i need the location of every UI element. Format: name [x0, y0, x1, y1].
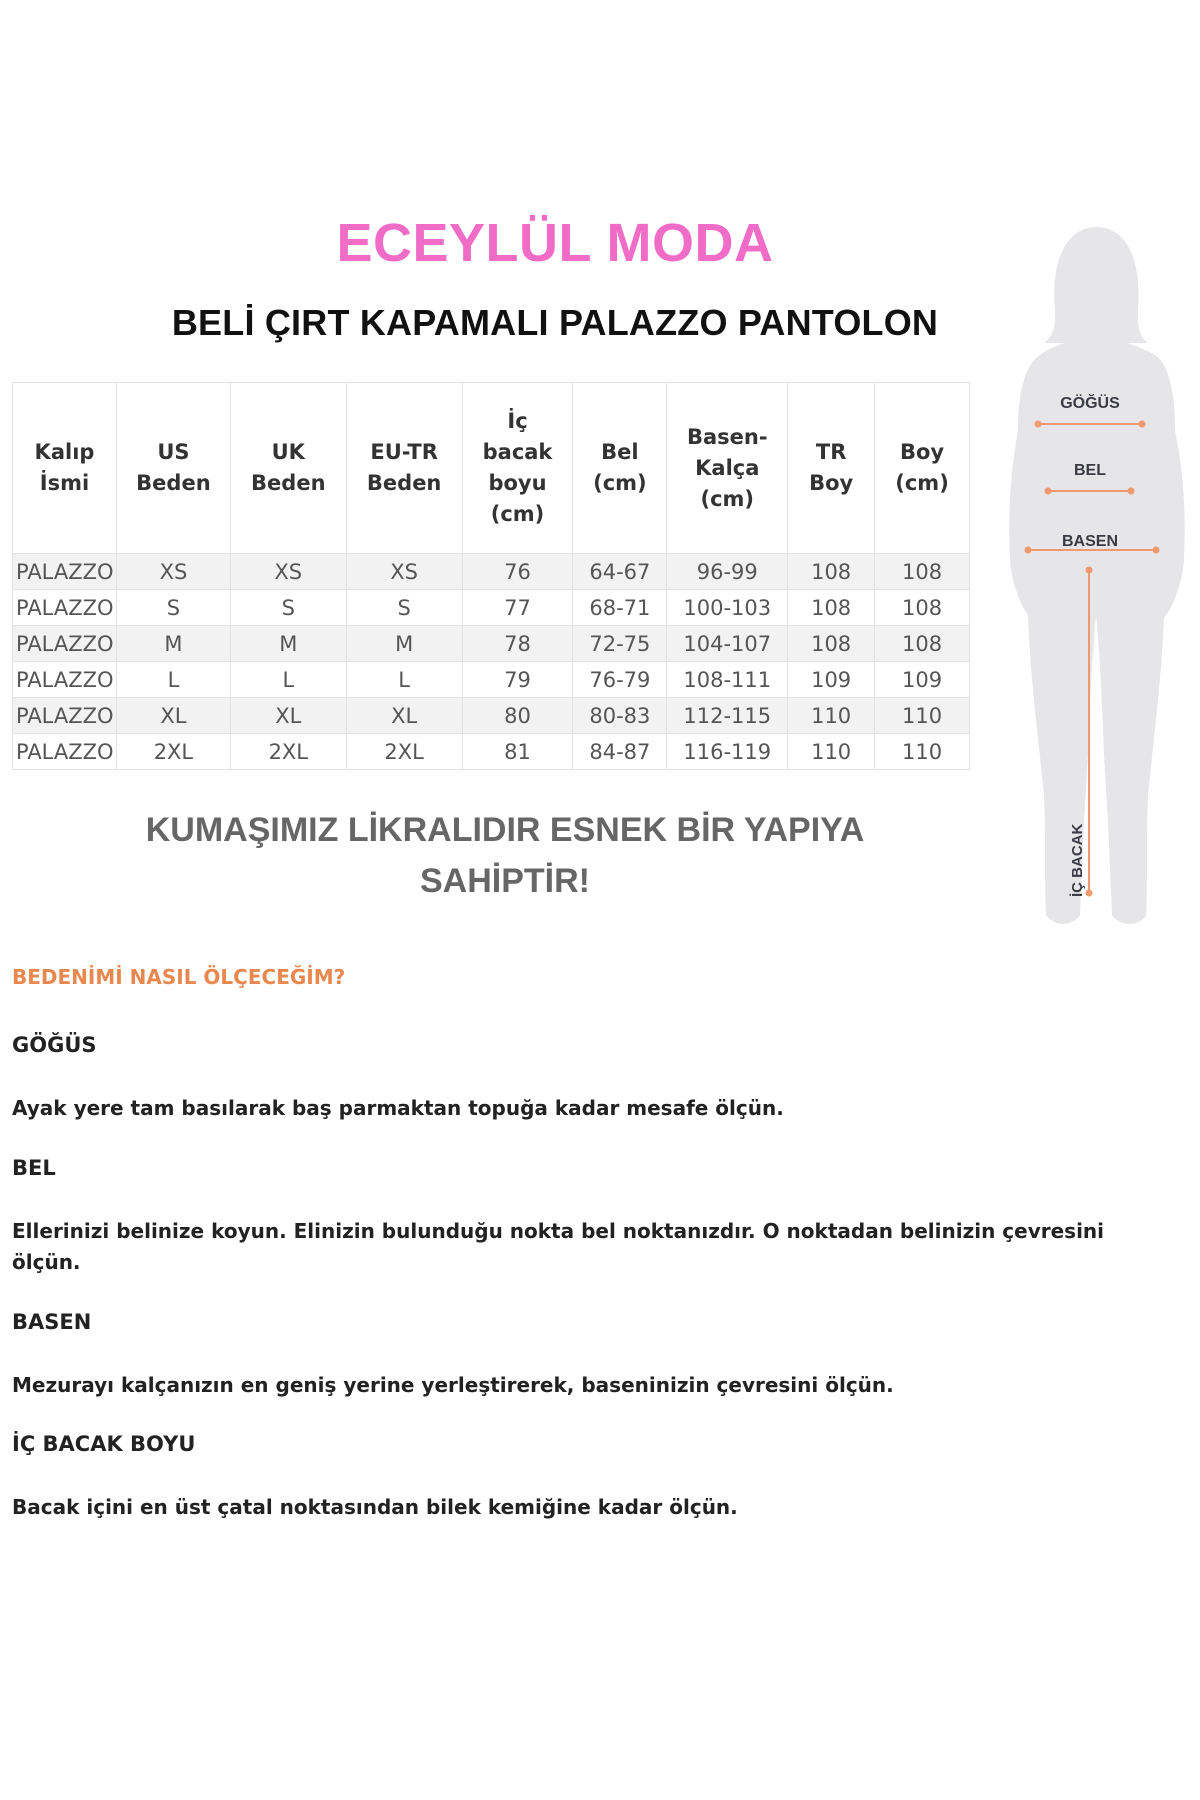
silhouette-legs	[1028, 515, 1165, 924]
table-cell: 108	[875, 554, 970, 590]
column-header	[788, 383, 875, 554]
table-cell: 108	[875, 626, 970, 662]
table-row	[13, 698, 970, 734]
table-cell: 116-119	[667, 734, 788, 770]
table-cell: M	[346, 626, 462, 662]
howto-heading-chest: GÖĞÜS	[12, 1033, 97, 1057]
column-header	[667, 383, 788, 554]
table-cell: XL	[346, 698, 462, 734]
column-header-line: Beden	[251, 471, 326, 495]
table-cell: 79	[462, 662, 573, 698]
table-cell: PALAZZO	[13, 626, 117, 662]
fabric-note	[110, 805, 900, 907]
column-header-line: boyu	[488, 471, 547, 495]
column-header-line: Boy	[809, 471, 854, 495]
size-table	[12, 382, 970, 770]
column-header	[346, 383, 462, 554]
column-header-line: Bel	[601, 440, 639, 464]
column-header-line: EU-TR	[370, 440, 438, 464]
column-header-line: Boy	[899, 440, 945, 464]
table-cell: S	[116, 590, 230, 626]
howto-text-inseam: Bacak içini en üst çatal noktasından bilek kemiğine kadar ölçün.	[12, 1495, 738, 1519]
column-header	[462, 383, 573, 554]
silhouette-icon	[1009, 227, 1184, 924]
table-cell: XS	[116, 554, 230, 590]
table-cell: 72-75	[573, 626, 667, 662]
table-cell: 109	[875, 662, 970, 698]
table-row	[13, 590, 970, 626]
table-cell: 108	[875, 590, 970, 626]
table-cell: 77	[462, 590, 573, 626]
howto-text-chest: Ayak yere tam basılarak baş parmaktan topuğa kadar mesafe ölçün.	[12, 1096, 784, 1120]
table-cell: 110	[875, 698, 970, 734]
column-header-line: İç	[507, 409, 528, 433]
table-cell: 108	[788, 626, 875, 662]
table-cell: 2XL	[116, 734, 230, 770]
howto-heading-waist: BEL	[12, 1156, 56, 1180]
table-row	[13, 734, 970, 770]
table-cell: L	[230, 662, 346, 698]
column-header-line: Kalça	[695, 455, 760, 480]
column-header-line: Kalıp	[34, 440, 95, 464]
column-header-line: (cm)	[700, 486, 755, 511]
table-cell: 108	[788, 590, 875, 626]
howto-heading-inseam: İÇ BACAK BOYU	[12, 1432, 196, 1456]
table-cell: XL	[230, 698, 346, 734]
table-cell: 81	[462, 734, 573, 770]
table-cell: PALAZZO	[13, 734, 117, 770]
figure-label-inseam: İÇ BACAK	[1069, 823, 1086, 897]
column-header	[116, 383, 230, 554]
table-cell: 68-71	[573, 590, 667, 626]
table-row	[13, 626, 970, 662]
column-header-line: TR	[815, 440, 847, 464]
table-cell: 110	[788, 734, 875, 770]
figure-label-waist: BEL	[1074, 462, 1106, 479]
table-cell: 104-107	[667, 626, 788, 662]
table-cell: 80-83	[573, 698, 667, 734]
howto-text-hip: Mezurayı kalçanızın en geniş yerine yerleştirerek, baseninizin çevresini ölçün.	[12, 1373, 894, 1397]
table-cell: L	[116, 662, 230, 698]
table-cell: 109	[788, 662, 875, 698]
body-measurement-figure	[1000, 215, 1190, 935]
table-cell: S	[230, 590, 346, 626]
table-row	[13, 554, 970, 590]
table-cell: 100-103	[667, 590, 788, 626]
brand-title: ECEYLÜL MODA	[336, 213, 774, 273]
table-cell: M	[230, 626, 346, 662]
table-cell: PALAZZO	[13, 662, 117, 698]
table-cell: 108	[788, 554, 875, 590]
column-header-line: US	[157, 440, 190, 464]
product-title: BELİ ÇIRT KAPAMALI PALAZZO PANTOLON	[171, 302, 939, 343]
column-header	[875, 383, 970, 554]
table-header-row	[13, 383, 970, 554]
table-cell: 110	[788, 698, 875, 734]
table-cell: 108-111	[667, 662, 788, 698]
column-header	[230, 383, 346, 554]
table-cell: M	[116, 626, 230, 662]
silhouette-head	[1044, 227, 1148, 343]
table-cell: S	[346, 590, 462, 626]
howto-text-waist: Ellerinizi belinize koyun. Elinizin bulunduğu nokta bel noktanızdır. O noktadan belinizin çevresini ölçün.	[12, 1219, 1105, 1274]
table-cell: XS	[346, 554, 462, 590]
column-header	[573, 383, 667, 554]
column-header-line: bacak	[482, 440, 553, 464]
table-cell: 76	[462, 554, 573, 590]
table-cell: L	[346, 662, 462, 698]
table-cell: 64-67	[573, 554, 667, 590]
table-cell: 2XL	[346, 734, 462, 770]
column-header-line: (cm)	[490, 502, 545, 526]
table-cell: 112-115	[667, 698, 788, 734]
column-header-line: İsmi	[39, 471, 90, 495]
column-header-line: UK	[271, 440, 305, 464]
table-cell: XS	[230, 554, 346, 590]
column-header-line: (cm)	[895, 471, 949, 495]
fabric-note-line: KUMAŞIMIZ LİKRALIDIR ESNEK BİR YAPIYA	[145, 811, 865, 849]
figure-label-chest: GÖĞÜS	[1060, 395, 1120, 412]
howto-heading-hip: BASEN	[12, 1310, 92, 1334]
column-header	[13, 383, 117, 554]
figure-label-hip: BASEN	[1061, 533, 1119, 550]
column-header-line: Beden	[366, 471, 442, 495]
table-cell: PALAZZO	[13, 590, 117, 626]
column-header-line: Basen-	[686, 424, 768, 449]
howto-title: BEDENİMİ NASIL ÖLÇECEĞİM?	[12, 965, 346, 989]
fabric-note-line: SAHİPTİR!	[420, 862, 590, 900]
table-cell: PALAZZO	[13, 554, 117, 590]
table-cell: PALAZZO	[13, 698, 117, 734]
table-cell: 80	[462, 698, 573, 734]
table-cell: 76-79	[573, 662, 667, 698]
table-row	[13, 662, 970, 698]
table-cell: 2XL	[230, 734, 346, 770]
table-cell: 110	[875, 734, 970, 770]
table-cell: 78	[462, 626, 573, 662]
column-header-line: (cm)	[593, 471, 647, 495]
column-header-line: Beden	[136, 471, 211, 495]
table-cell: 96-99	[667, 554, 788, 590]
table-cell: XL	[116, 698, 230, 734]
table-cell: 84-87	[573, 734, 667, 770]
